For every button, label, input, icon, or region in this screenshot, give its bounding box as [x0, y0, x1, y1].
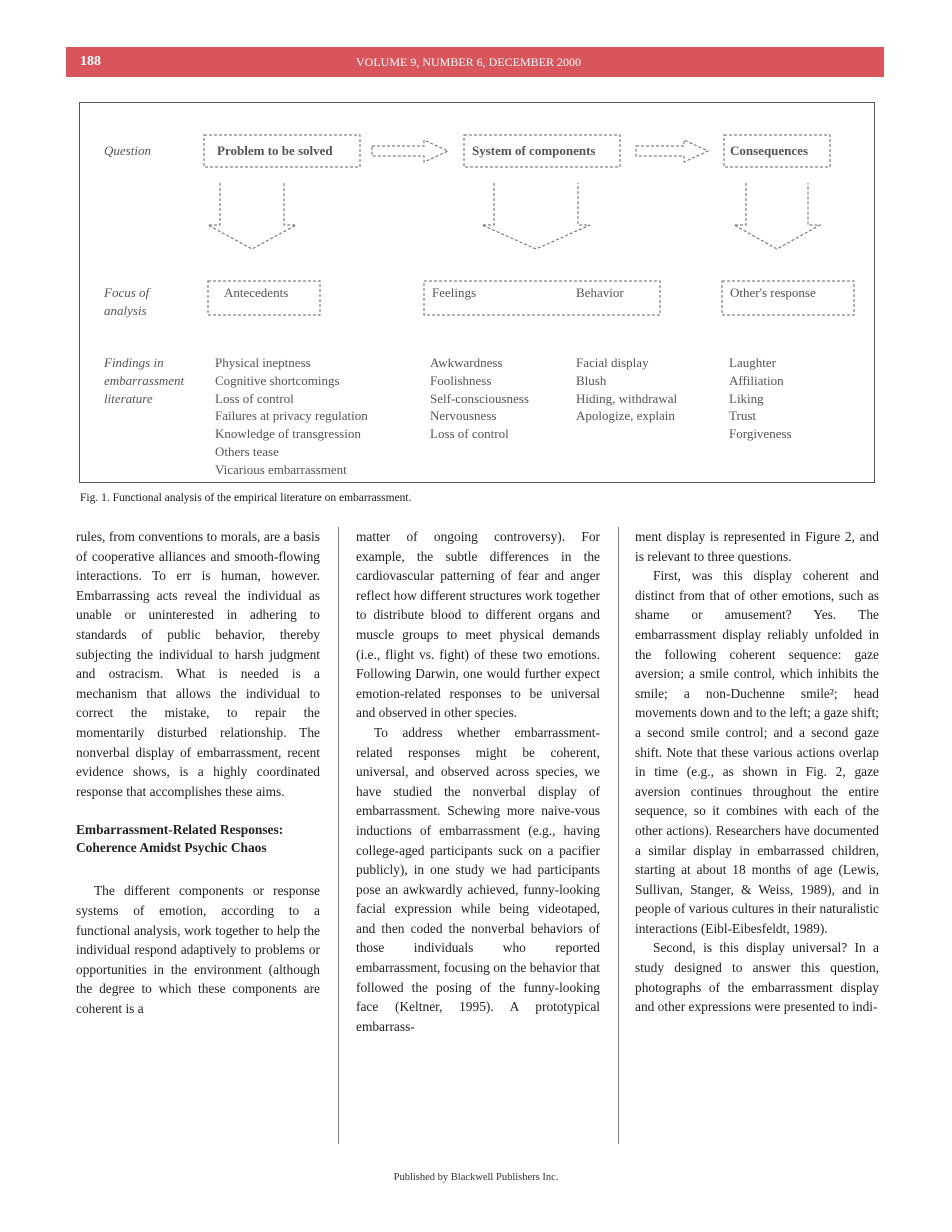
running-header-bar: [66, 47, 884, 77]
list-item: Awkwardness: [430, 355, 503, 370]
findings-behavior-list: [576, 354, 677, 425]
others-response-label: Other's response: [730, 285, 816, 300]
list-item: Hiding, withdrawal: [576, 390, 678, 406]
feelings-label: Feelings: [432, 285, 477, 300]
list-item: Vicarious embarrassment: [215, 461, 347, 477]
row-label-findings-line: literature: [104, 391, 153, 406]
list-item: Blush: [576, 372, 607, 388]
list-item: Affiliation: [729, 372, 784, 388]
text-column-1: [76, 527, 320, 1018]
list-item: Self-consciousness: [430, 390, 529, 406]
findings-antecedents-list: [215, 354, 368, 479]
figure-1: [79, 102, 875, 483]
row-label-focus-line: Focus of: [104, 285, 150, 300]
consequences-box-label: Consequences: [730, 143, 809, 158]
list-item: Apologize, explain: [576, 408, 675, 424]
row-label-focus: [104, 284, 149, 320]
list-item: Liking: [729, 390, 764, 406]
row-label-findings-line: Findings in: [104, 355, 164, 370]
paragraph: matter of ongoing controversy). For example, the subtle differences in the cardiovascular patterning of fear and anger reflect how different structures work together to distribute blood to different organs and muscle groups to meet physical demands (i.e., flight vs. fight) of these two emotions. Following Darwin, one would further expect emotion-related responses to be universal and observed in other species.: [356, 529, 600, 721]
arrow-down-3: [734, 183, 820, 249]
column-rule: [338, 527, 339, 1144]
arrow-down-1: [208, 183, 296, 249]
paragraph: The different components or response systems of emotion, according to a functional analysis, work together to help the individual respond adaptively to problems or opportunities in the environment (although the degree to which these components are coherent is a: [76, 883, 320, 1016]
list-item: Loss of control: [430, 426, 509, 442]
text-column-2: [356, 527, 600, 1036]
list-item: Trust: [729, 408, 756, 424]
list-item: Facial display: [576, 355, 649, 370]
findings-feelings-list: [430, 354, 529, 443]
list-item: Cognitive shortcomings: [215, 372, 340, 388]
row-label-question: Question: [104, 143, 151, 158]
list-item: Laughter: [729, 355, 776, 370]
problem-box-label: Problem to be solved: [217, 143, 333, 158]
paragraph: First, was this display coherent and distinct from that of other emotions, such as shame or amusement? Yes. The embarrassment display reliably unfolded in the following coherent sequence: gaze aversion; a smile control, which inhibits the smile; a non-Duchenne smile²; head movements down and to the left; a gaze shift; a second smile control; and a second gaze shift. Note that these various actions overlap in time (e.g., as shown in Fig. 2, gaze aversion continues throughout the entire sequence, so it combines with each of the other actions). Researchers have documented a similar display in embarrassed children, starting at about 18 months of age (Lewis, Sullivan, Stanger, & Weiss, 1989), and in people of various cultures in their naturalistic interactions (Eibl-Eibesfeldt, 1989).: [635, 568, 879, 936]
row-label-findings-line: embarrassment: [104, 373, 185, 388]
system-box-label: System of components: [472, 143, 596, 158]
list-item: Forgiveness: [729, 426, 792, 442]
list-item: Failures at privacy regulation: [215, 408, 368, 424]
paragraph: rules, from conventions to morals, are a basis of cooperative alliances and smooth-flowing interactions. To err is human, however. Embarrassing acts reveal the individual as unable or uninterested in adhering to standards of public behavior, thereby subjecting the individual to harsh judgment and ostracism. What is needed is a mechanism that allows the individual to correct the mistake, to repair the momentarily disturbed relationship. The nonverbal display of embarrassment, recent evidence shows, is a highly coordinated response that accomplishes these aims.: [76, 529, 320, 799]
findings-others-response-list: [729, 354, 792, 443]
publisher-footer: Published by Blackwell Publishers Inc.: [393, 1172, 559, 1183]
arrow-right-1: [372, 140, 448, 162]
paragraph: Second, is this display universal? In a study designed to answer this question, photographs of the embarrassment display and other expressions were presented to indi-: [635, 940, 879, 1015]
paragraph: ment display is represented in Figure 2, and is relevant to three questions.: [635, 529, 879, 564]
column-rule: [618, 527, 619, 1144]
row-label-focus-line: analysis: [104, 303, 147, 318]
antecedents-label: Antecedents: [224, 285, 289, 300]
list-item: Nervousness: [430, 408, 497, 424]
section-heading: Embarrassment-Related Responses: Coherence Amidst Psychic Chaos: [76, 822, 284, 856]
list-item: Physical ineptness: [215, 355, 311, 370]
list-item: Foolishness: [430, 372, 492, 388]
paragraph: To address whether embarrassment-related responses might be coherent, universal, and observed across species, we have studied the nonverbal display of embarrassment. Schewing more naive-vous inductions of embarrassment (e.g., having college-aged participants suck on a pacifier publicly), in one study we had participants pose an awkwardly achieved, funny-looking facial expression while being videotaped, and then coded the nonverbal behaviors of those individuals who reported embarrassment, focusing on the behavior that followed the posing of the funny-looking face (Keltner, 1995). A prototypical embarrass-: [356, 724, 600, 1034]
list-item: Loss of control: [215, 390, 294, 406]
behavior-label: Behavior: [576, 285, 624, 300]
arrow-down-2: [482, 183, 590, 249]
figure-caption: Fig. 1. Functional analysis of the empirical literature on embarrassment.: [80, 492, 412, 504]
page-number: 188: [80, 54, 101, 69]
list-item: Knowledge of transgression: [215, 426, 361, 442]
running-head: VOLUME 9, NUMBER 6, DECEMBER 2000: [356, 55, 582, 69]
arrow-right-2: [636, 140, 708, 162]
list-item: Others tease: [215, 443, 279, 459]
row-label-findings: [104, 354, 184, 408]
text-column-3: [635, 527, 879, 1017]
